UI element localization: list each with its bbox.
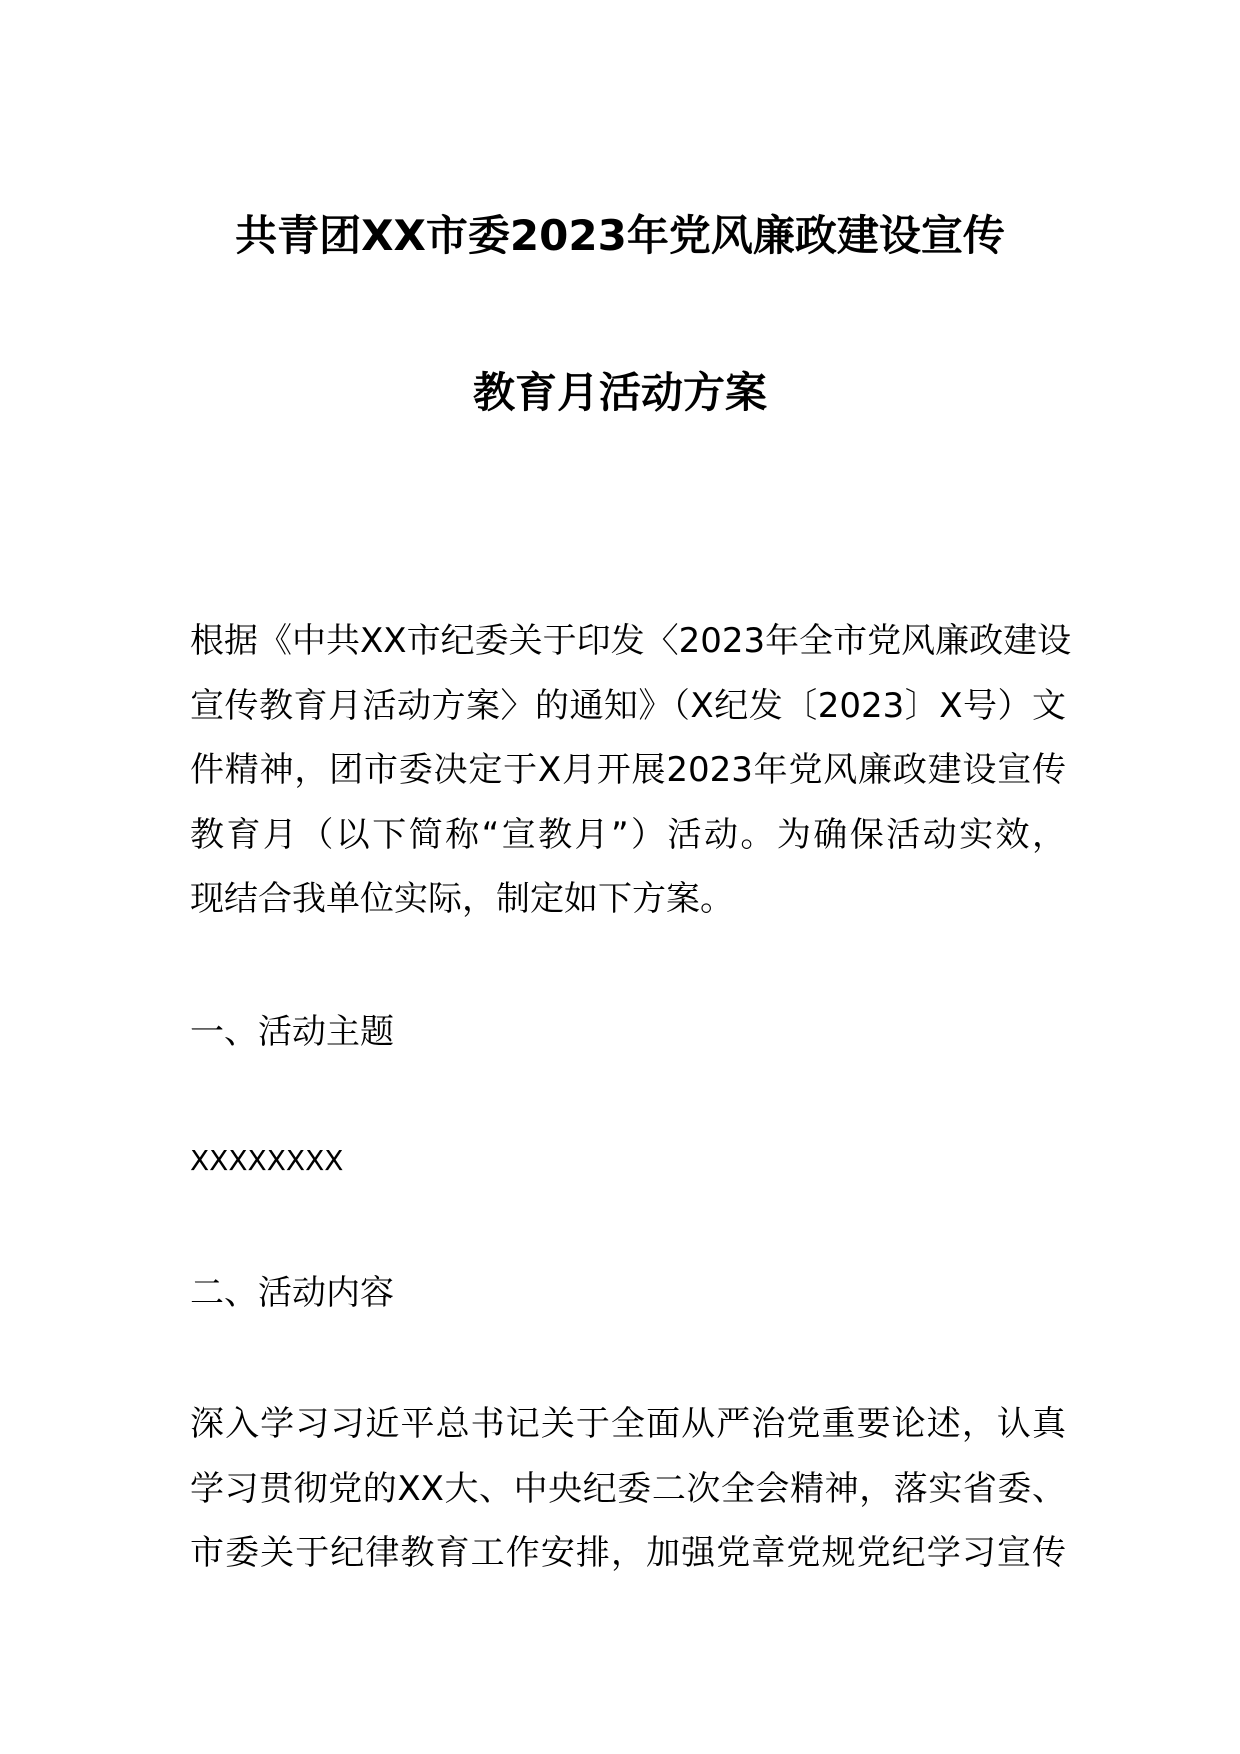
- intro-line: 件精神，团市委决定于X月开展2023年党风廉政建设宣传: [190, 750, 1066, 791]
- section-2-line: 市委关于纪律教育工作安排，加强党章党规党纪学习宣传: [190, 1533, 1066, 1574]
- section-2-paragraph: [190, 1392, 1066, 1586]
- intro-line: 根据《中共XX市纪委关于印发〈2023年全市党风廉政建设: [190, 621, 1072, 661]
- section-1-heading: 一、活动主题: [190, 1012, 394, 1052]
- section-1-body: XXXXXXXX: [190, 1144, 344, 1177]
- intro-line: 宣传教育月活动方案〉的通知》（X纪发〔2023〕X号）文: [190, 685, 1066, 726]
- intro-line: 现结合我单位实际，制定如下方案。: [190, 879, 734, 920]
- intro-line: 教育月（以下简称“宣教月”）活动。为确保活动实效，: [190, 814, 1066, 855]
- section-2-heading: 二、活动内容: [190, 1273, 394, 1313]
- intro-paragraph: [190, 609, 1072, 932]
- section-2-line: 深入学习习近平总书记关于全面从严治党重要论述，认真: [190, 1404, 1066, 1444]
- section-2-line: 学习贯彻党的XX大、中央纪委二次全会精神，落实省委、: [190, 1468, 1066, 1509]
- document-title-line-2: 教育月活动方案: [472, 368, 767, 417]
- document-title-line-1: 共青团XX市委2023年党风廉政建设宣传: [235, 211, 1005, 260]
